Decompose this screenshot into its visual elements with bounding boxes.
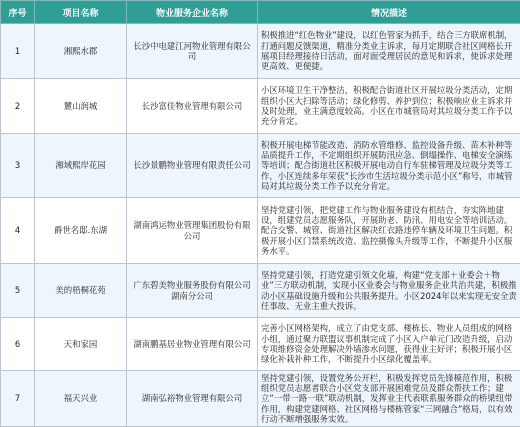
row-company: 湖南弘裕物业管理有限公司: [127, 371, 258, 427]
header-project: 项目名称: [35, 1, 127, 24]
row-no: 6: [1, 318, 35, 371]
row-no: 2: [1, 79, 35, 134]
header-row: [1, 1, 520, 24]
row-no: 5: [1, 264, 35, 318]
table-body: [1, 24, 520, 427]
row-project: 湘熙水郡: [35, 24, 127, 79]
row-company: 长沙景鹏物业管理有限责任公司: [127, 134, 258, 198]
row-no: 7: [1, 371, 35, 427]
row-desc: 坚持党建引领，打造党建引领文化墙，构建“党支部＋业委会＋物业”三方联动机制，实现小区业委会与物业服务企业共治共建，积极推动小区基础设施升级和公共服务提升。小区2024年以来实现无安全责任事故、无业主重大投诉。: [258, 264, 520, 318]
row-company: 湖南鸿运物业管理集团股份有限公司: [127, 198, 258, 264]
table-row: [1, 198, 520, 264]
table-row: [1, 318, 520, 371]
row-desc: 完善小区网格架构，成立了由党支部、楼栋长、物业人员组成的网格小组，通过聚力联盟议事机制完成了小区入户单元门改造升级，启动专项维修资金处理解决外墙渗水问题，获得业主好评；积极开展小区绿化补栽补种工作，不断提升小区绿化覆盖率。: [258, 318, 520, 371]
row-project: 爵世名邸.东湖: [35, 198, 127, 264]
row-project: 麓山润城: [35, 79, 127, 134]
header-desc: 情况描述: [258, 1, 520, 24]
table-row: [1, 24, 520, 79]
header-company: 物业服务企业名称: [127, 1, 258, 24]
row-project: 福天兴业: [35, 371, 127, 427]
row-company: 长沙中电建江河物业管理有限公司: [127, 24, 258, 79]
row-project: 天和家园: [35, 318, 127, 371]
row-project: 湘域熙岸花园: [35, 134, 127, 198]
row-no: 1: [1, 24, 35, 79]
row-company: 湖南鹏基居业物业管理有限公司: [127, 318, 258, 371]
table-row: [1, 134, 520, 198]
row-desc: 小区环境卫生干净整洁，积极配合街道社区开展垃圾分类活动，定期组织小区大扫除等活动；绿化修剪、养护到位；积极响应业主诉求并及时处理，业主满意度较高。小区在市城管局对其垃圾分类工作予以充分肯定。: [258, 79, 520, 134]
row-no: 4: [1, 198, 35, 264]
row-company: 长沙富佳物业管理有限公司: [127, 79, 258, 134]
table-row: [1, 79, 520, 134]
row-no: 3: [1, 134, 35, 198]
row-desc: 积极推进“红色物业”建设，以红色管家为抓手，结合三方联席机制，打通问题反馈渠道，精准分类业主诉求，每月定期联合社区网格长开展项目经理接待日活动，面对面受理居民的意见和诉求，使诉求处理更高效、更便捷。: [258, 24, 520, 79]
row-desc: 坚持党建引领，把党建工作与物业服务建设有机结合，夯实阵地建设，组建党员志愿服务队，开展助老、防汛、用电安全等培训活动。配合交警、城管、街道社区解决红衣路违停车辆及环境卫生问题。积极开展小区门禁系统改造、监控摄像头升级等工作，不断提升小区服务水平。: [258, 198, 520, 264]
header-no: 序号: [1, 1, 35, 24]
row-desc: 坚持党建引领，设置党务公开栏，积极发挥党员先锋模范作用，积极组织党员志愿者联合小区党支部开展困难党员及群众帮扶工作；建立“一带一路一联”联动机制，发挥业主代表联系服务群众的桥梁纽带作用，构建党建网格、社区网格与楼栋管家“三网融合”格局，以有效行动不断增强服务实效。: [258, 371, 520, 427]
table-row: [1, 264, 520, 318]
table-header: [1, 1, 520, 24]
table-row: [1, 371, 520, 427]
row-company: 广东碧美物业服务股份有限公司湖南分公司: [127, 264, 258, 318]
row-desc: 积极开展电梯节能改造、消防水管维修、监控设备升级、苗木补种等品质提升工作，不定期组织开展防汛应急、倒塌操作、电梯安全演练等培训；配合街道社区积极开展电动自行车驻梯管理及垃圾分类等工作，小区连续多年荣获“长沙市生活垃圾分类示范小区”称号，市城管局对其垃圾分类工作予以充分肯定。: [258, 134, 520, 198]
row-project: 美的梧桐花苑: [35, 264, 127, 318]
